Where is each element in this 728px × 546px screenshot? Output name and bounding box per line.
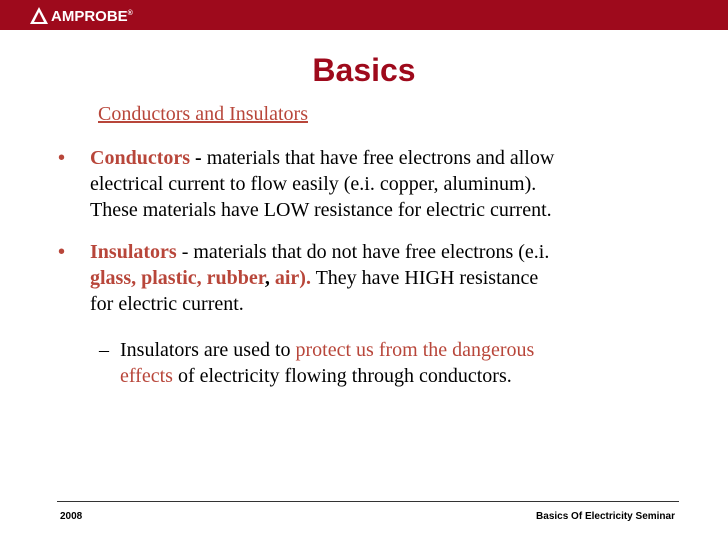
slide-subtitle: Conductors and Insulators	[98, 103, 308, 125]
footer-divider	[57, 501, 679, 502]
sub-bullet-text: Insulators are used to protect us from the dangerous effects of electricity flowing through conductors.	[120, 339, 535, 387]
brand-name: AMPROBE®	[51, 7, 133, 25]
slide-title: Basics	[312, 52, 416, 88]
amprobe-logo	[30, 6, 133, 24]
header-bar	[0, 0, 728, 30]
footer-year: 2008	[60, 511, 83, 522]
term-insulators: Insulators	[90, 241, 177, 263]
bullet-dot-icon: •	[58, 241, 66, 263]
highlight-protect: protect us from the dangerous	[295, 339, 535, 361]
highlight-effects: effects	[120, 365, 173, 387]
footer-seminar-title: Basics Of Electricity Seminar	[536, 511, 675, 522]
bullet-text: Insulators - materials that do not have free electrons (e.i. glass, plastic, rubber, air). They have HIGH resistance for electric current.	[90, 241, 550, 315]
insulator-example-air: air).	[274, 267, 311, 289]
insulator-examples: glass, plastic, rubber	[90, 267, 265, 289]
bullet-insulators	[58, 239, 678, 317]
warning-triangle-icon	[30, 7, 48, 24]
dash-bullet: –	[99, 339, 109, 361]
bullet-dot-icon: •	[58, 147, 66, 169]
bullet-conductors	[58, 145, 678, 223]
sub-bullet-insulators-use	[99, 337, 679, 389]
term-conductors: Conductors	[90, 147, 191, 169]
bullet-text: Conductors - materials that have free electrons and allow electrical current to flow easily (e.i. copper, aluminum). These materials have LOW resistance for electric current.	[90, 147, 555, 221]
